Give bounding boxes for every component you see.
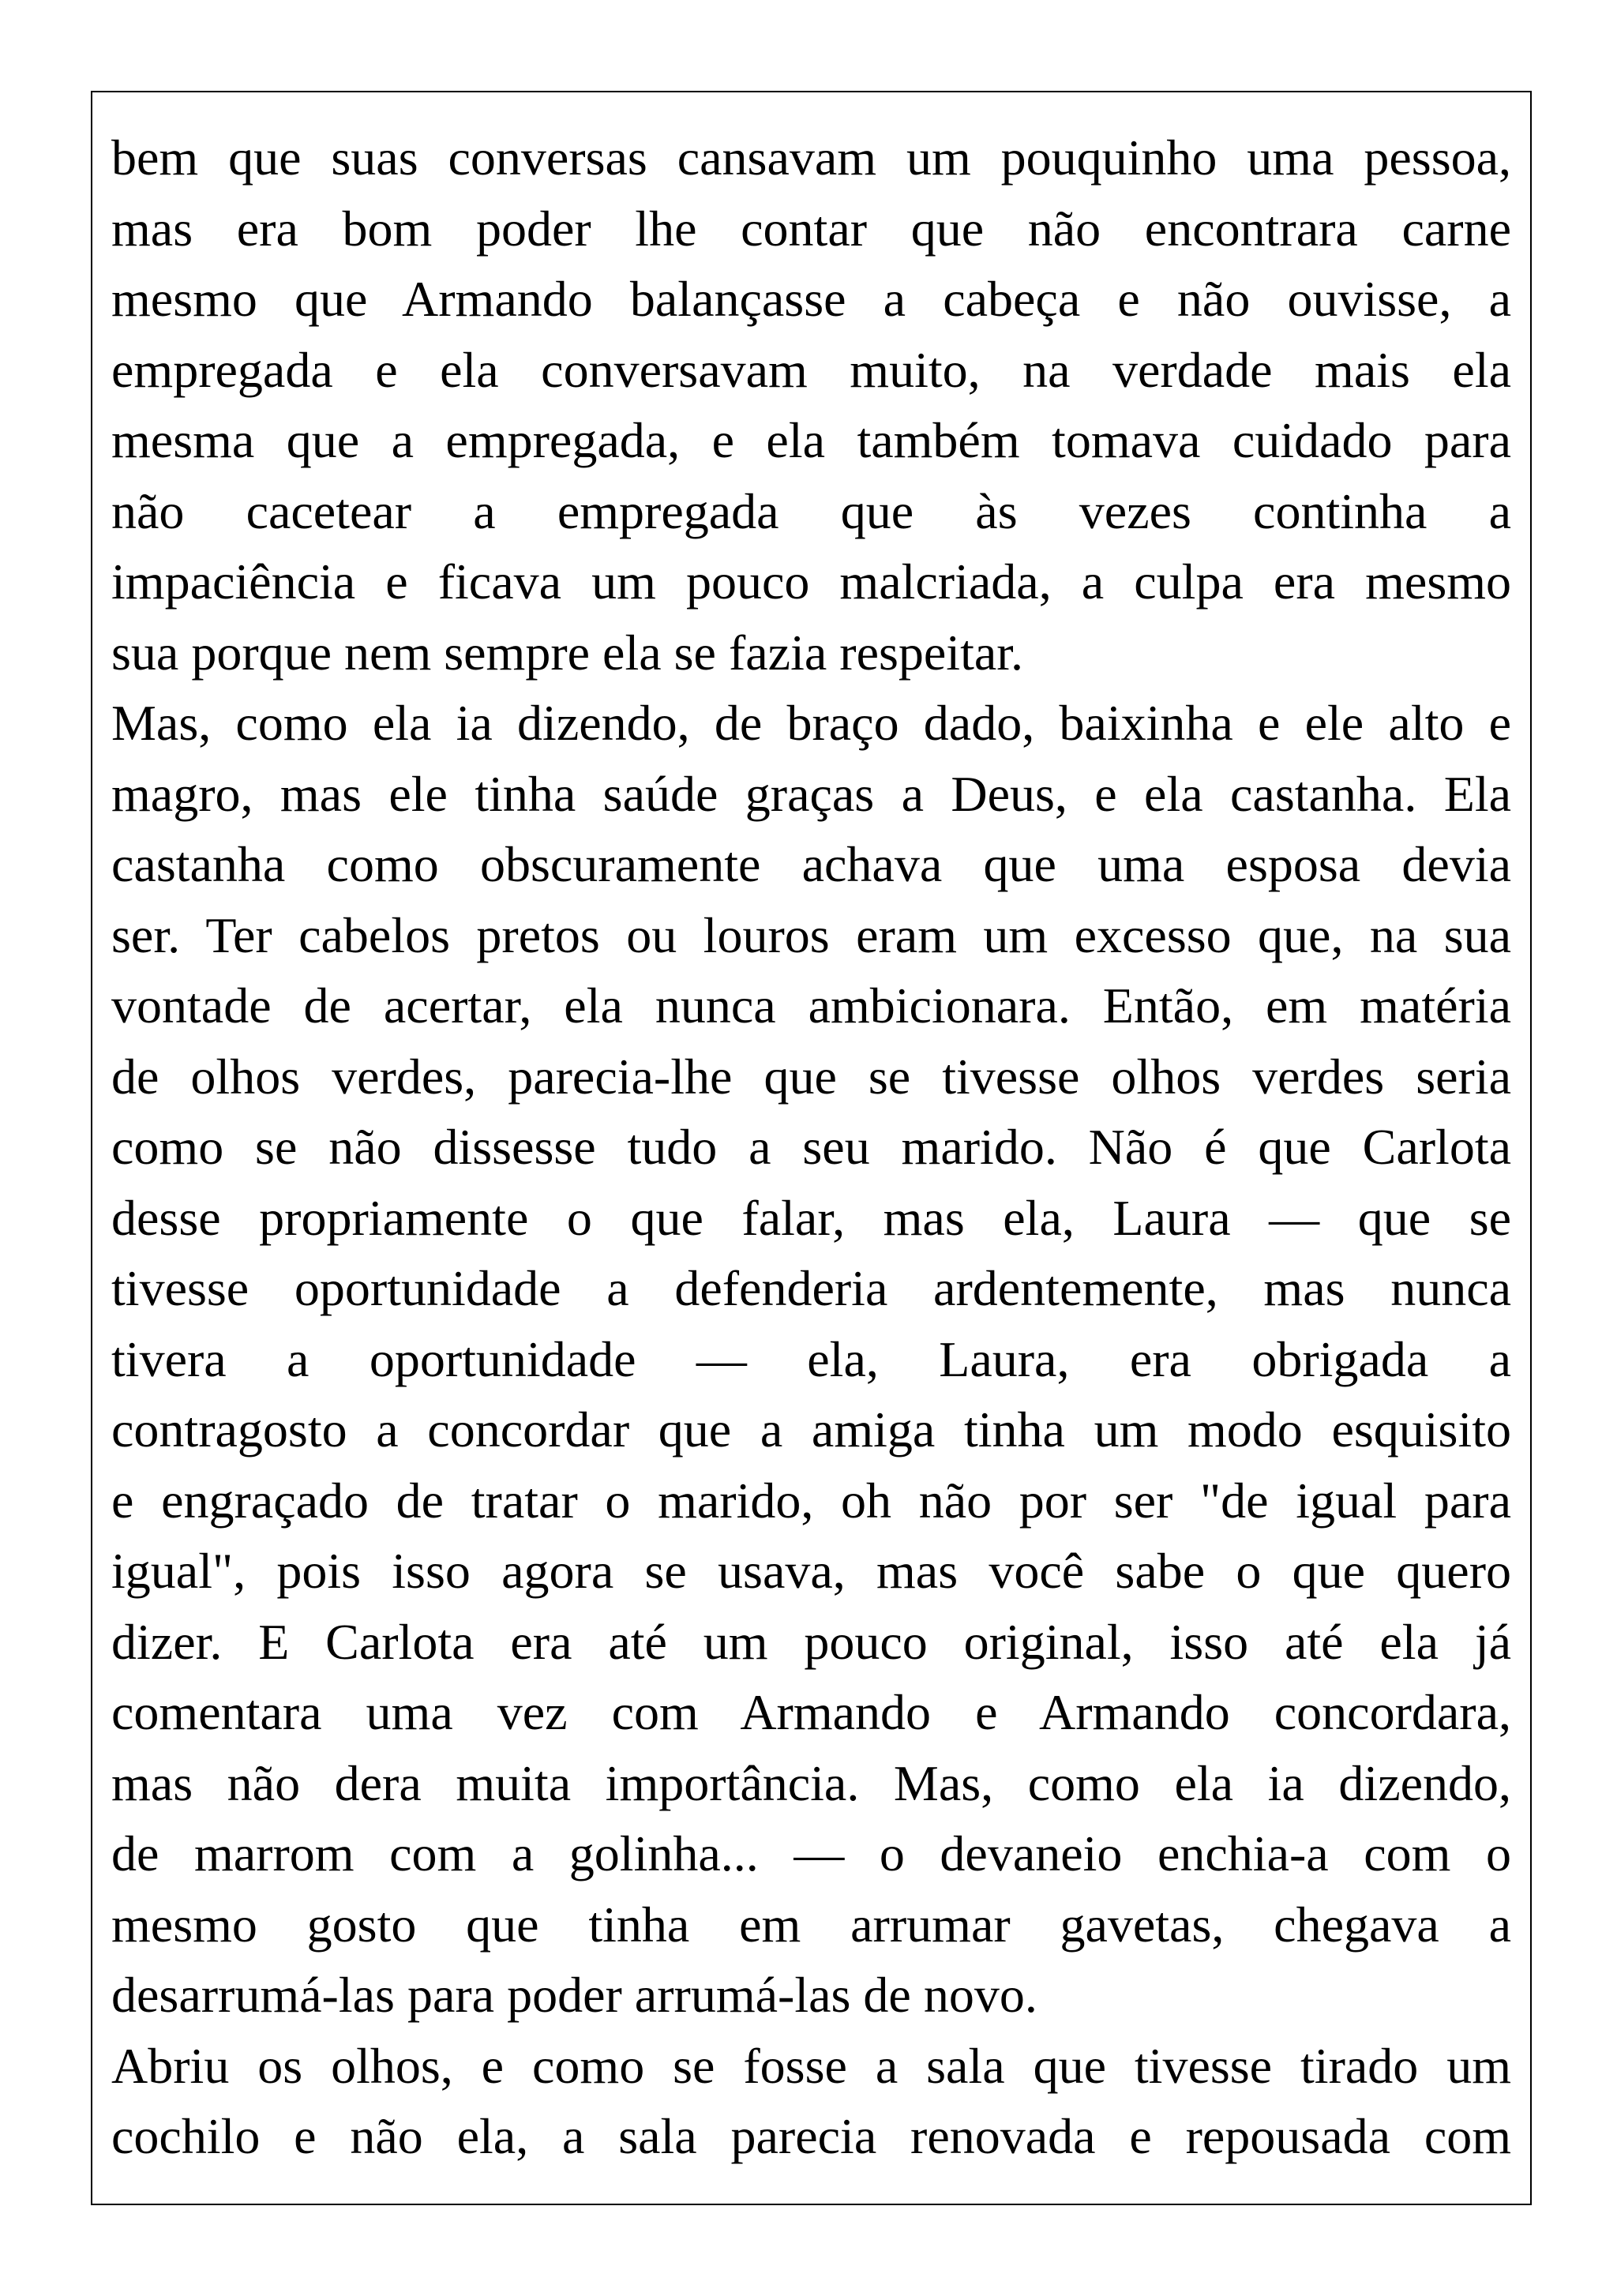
paragraph-1 [111,122,1511,688]
text-line: mesmo que Armando balançasse a cabeça e não ouvisse, a [111,271,1511,327]
text-line: empregada e ela conversavam muito, na verdade mais ela [111,341,1511,398]
text-line: tivera a oportunidade — ela, Laura, era obrigada a [111,1330,1511,1387]
text-line: e engraçado de tratar o marido, oh não por ser "de igual para [111,1472,1511,1529]
paragraph-3 [111,2031,1511,2172]
page-frame [91,91,1532,2205]
paragraph-2 [111,688,1511,2031]
text-line: mas era bom poder lhe contar que não encontrara carne [111,200,1511,257]
text-line: sua porque nem sempre ela se fazia respeitar. [111,624,1024,681]
text-line: igual", pois isso agora se usava, mas você sabe o que quero [111,1543,1511,1599]
text-line: Abriu os olhos, e como se fosse a sala que tivesse tirado um [111,2037,1511,2094]
text-line: mesma que a empregada, e ela também tomava cuidado para [111,412,1511,468]
text-line: dizer. E Carlota era até um pouco original, isso até ela já [111,1613,1511,1670]
text-line: mesmo gosto que tinha em arrumar gavetas, chegava a [111,1896,1511,1953]
text-line: de marrom com a golinha... — o devaneio enchia-a com o [111,1825,1511,1881]
text-line: tivesse oportunidade a defenderia ardentemente, mas nunca [111,1260,1511,1316]
text-line: contragosto a concordar que a amiga tinha um modo esquisito [111,1401,1511,1458]
text-body [111,122,1511,2172]
text-line: como se não dissesse tudo a seu marido. Não é que Carlota [111,1119,1511,1175]
text-line: ser. Ter cabelos pretos ou louros eram um excesso que, na sua [111,906,1511,963]
text-line: desarrumá-las para poder arrumá-las de novo. [111,1967,1037,2023]
text-line: de olhos verdes, parecia-lhe que se tivesse olhos verdes seria [111,1048,1511,1105]
text-line: bem que suas conversas cansavam um pouquinho uma pessoa, [111,129,1511,186]
text-line: Mas, como ela ia dizendo, de braço dado, baixinha e ele alto e [111,695,1511,751]
text-line: magro, mas ele tinha saúde graças a Deus, e ela castanha. Ela [111,765,1511,822]
text-line: impaciência e ficava um pouco malcriada, a culpa era mesmo [111,553,1511,610]
text-line: castanha como obscuramente achava que uma esposa devia [111,836,1511,892]
text-line: vontade de acertar, ela nunca ambicionara. Então, em matéria [111,977,1511,1034]
text-line: comentara uma vez com Armando e Armando concordara, [111,1684,1511,1740]
text-line: mas não dera muita importância. Mas, como ela ia dizendo, [111,1754,1511,1811]
text-line: cochilo e não ela, a sala parecia renovada e repousada com [111,2108,1511,2164]
text-line: não cacetear a empregada que às vezes continha a [111,482,1511,539]
text-line: desse propriamente o que falar, mas ela, Laura — que se [111,1189,1511,1246]
